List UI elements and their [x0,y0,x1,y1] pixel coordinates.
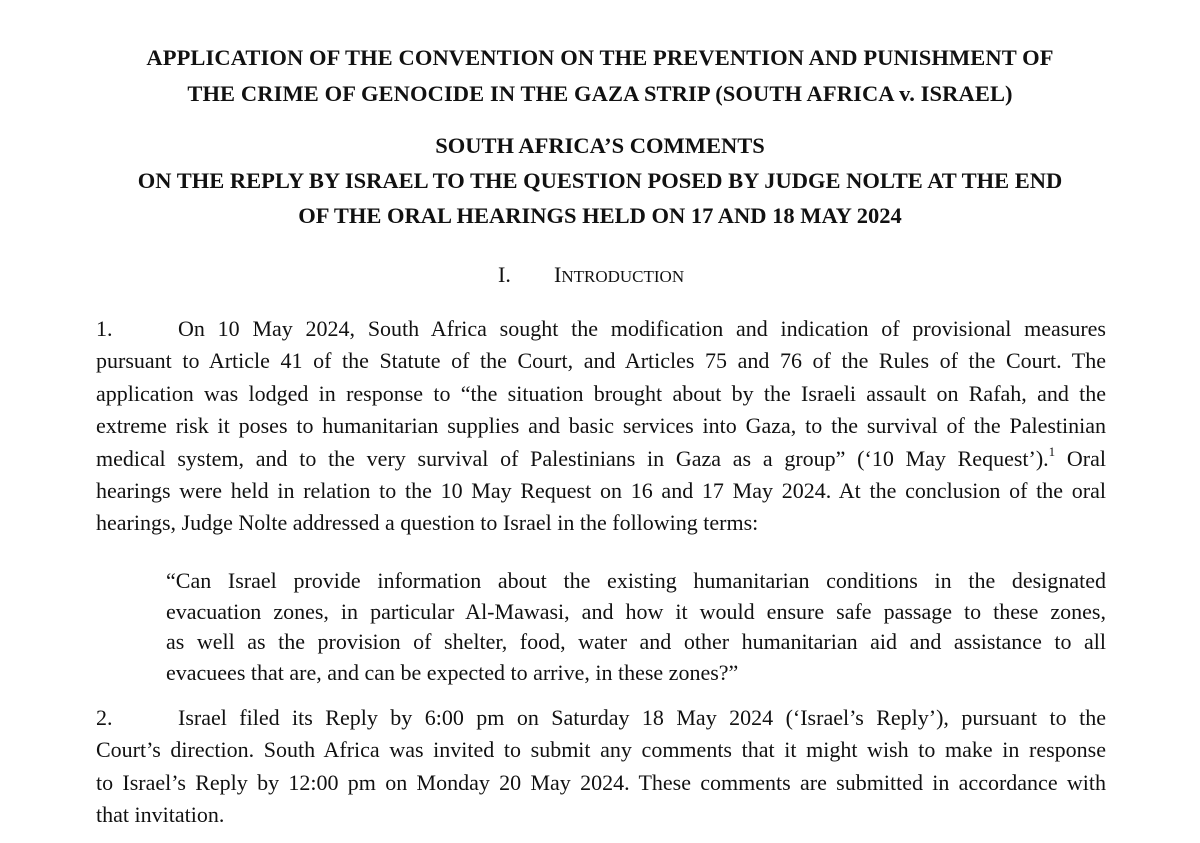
block-quote [166,566,1106,688]
paragraph-number: 2. [96,705,113,730]
paragraph-2 [96,702,1106,832]
section-heading [498,258,684,294]
quote-line: evacuation zones, in particular Al-Mawasi, and how it would ensure safe passage to these zones, [166,598,1106,624]
section-title-initial: I [554,262,562,287]
case-title-line: THE CRIME OF GENOCIDE IN THE GAZA STRIP (SOUTH AFRICA v. ISRAEL) [187,81,1013,106]
section-number: I. [498,262,511,287]
paragraph-line: hearings were held in relation to the 10 May Request on 16 and 17 May 2024. At the conclusion of the oral [96,478,1106,504]
quote-line: “Can Israel provide information about the existing humanitarian conditions in the designated [166,568,1106,593]
document-subtitle [60,128,1140,233]
footnote-reference[interactable]: 1 [1048,443,1056,459]
paragraph-1 [96,313,1106,540]
paragraph-line [96,443,1106,475]
paragraph-number: 1. [96,316,113,341]
paragraph-line [96,702,1106,734]
section-title-rest: NTRODUCTION [561,267,685,286]
paragraph-line: that invitation. [96,802,225,828]
paragraph-line: Court’s direction. South Africa was invited to submit any comments that it might wish to make in response [96,737,1106,763]
subtitle-line: OF THE ORAL HEARINGS HELD ON 17 AND 18 MAY 2024 [298,203,902,228]
subtitle-line: SOUTH AFRICA’S COMMENTS [435,133,765,158]
paragraph-line: hearings, Judge Nolte addressed a question to Israel in the following terms: [96,510,759,536]
quote-line: as well as the provision of shelter, food, water and other humanitarian aid and assistance to all [166,629,1106,654]
paragraph-line [96,313,1106,345]
paragraph-line: application was lodged in response to “the situation brought about by the Israeli assault on Rafah, and the [96,380,1106,406]
paragraph-line: to Israel’s Reply by 12:00 pm on Monday 20 May 2024. These comments are submitted in accordance with [96,769,1106,795]
paragraph-text: On 10 May 2024, South Africa sought the modification and indication of provisional measures [178,316,1106,341]
case-title [60,40,1140,112]
quote-line: evacuees that are, and can be expected to arrive, in these zones?” [166,659,739,685]
case-title-line: APPLICATION OF THE CONVENTION ON THE PREVENTION AND PUNISHMENT OF [146,45,1054,70]
paragraph-line: extreme risk it poses to humanitarian supplies and basic services into Gaza, to the survival of the Palestinian [96,413,1106,439]
paragraph-line: pursuant to Article 41 of the Statute of the Court, and Articles 75 and 76 of the Rules of the Court. The [96,348,1106,374]
paragraph-text: Israel filed its Reply by 6:00 pm on Saturday 18 May 2024 (‘Israel’s Reply’), pursuant to the [178,705,1106,730]
subtitle-line: ON THE REPLY BY ISRAEL TO THE QUESTION POSED BY JUDGE NOLTE AT THE END [137,168,1063,193]
paragraph-text: Oral [1066,445,1106,471]
paragraph-text: medical system, and to the very survival of Palestinians in Gaza as a group” (‘10 May Request’). [96,445,1049,471]
